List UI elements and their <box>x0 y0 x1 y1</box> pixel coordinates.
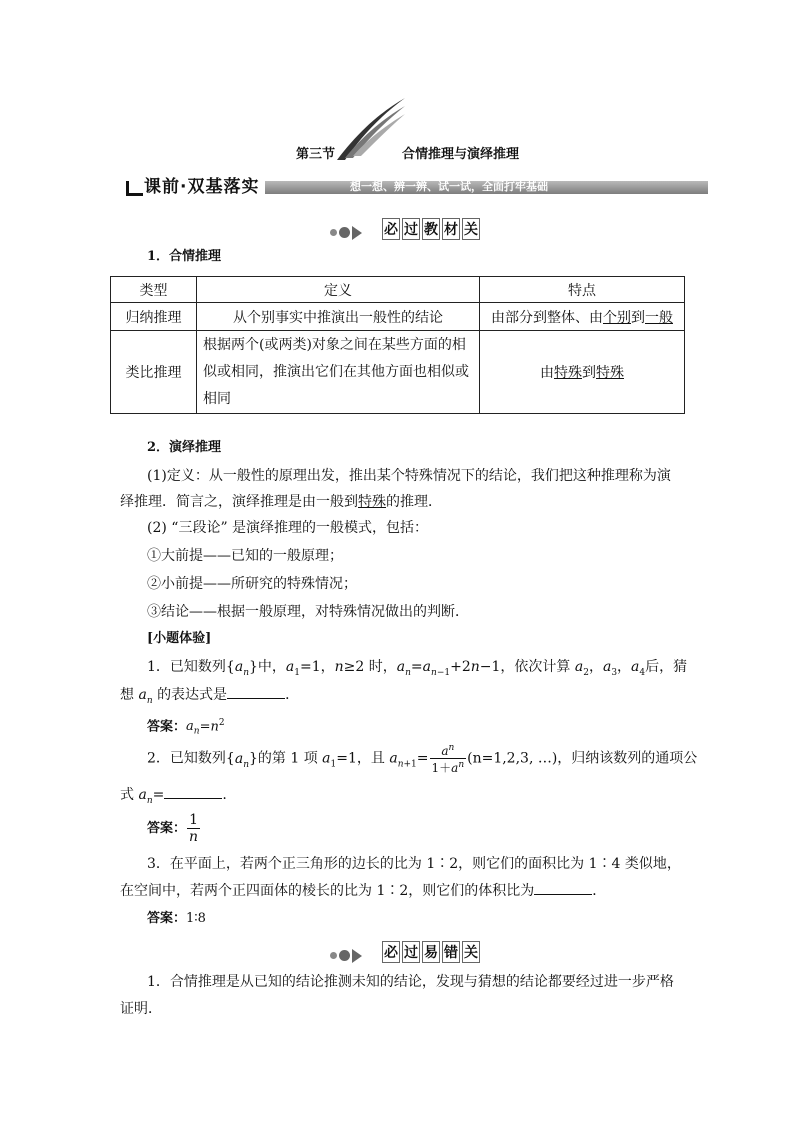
table-row <box>111 331 685 414</box>
table-header: 特点 <box>480 277 685 303</box>
reasoning-table <box>110 276 685 414</box>
question-1-line2: 想 $a_n$ 的表达式是 ． <box>120 682 299 714</box>
question-3-line2: 在空间中，若两个正四面体的棱长的比为 1∶2，则它们的体积比为 ． <box>120 878 606 904</box>
paragraph-definition-line1: (1)定义：从一般性的原理出发，推出某个特殊情况下的结论，我们把这种推理称为演 <box>147 468 671 484</box>
error-paragraph-line2: 证明． <box>120 1001 162 1017</box>
heading-1: 1．合情推理 <box>147 249 222 264</box>
error-paragraph-line1: 1．合情推理是从已知的结论推测未知的结论，发现与猜想的结论都要经过进一步严格 <box>147 974 674 990</box>
table-cell: 根据两个(或两类)对象之间在某些方面的相 似或相同，推演出它们在其他方面也相似或 相同 <box>197 331 480 414</box>
list-item: ②小前提——所研究的特殊情况； <box>147 576 357 592</box>
answer-blank <box>534 880 592 895</box>
table-cell: 从个别事实中推演出一般性的结论 <box>197 303 480 331</box>
answer-blank <box>164 784 222 799</box>
section-title: 合情推理与演绎推理 <box>402 147 520 162</box>
table-row <box>111 303 685 331</box>
question-2-line1: 2．已知数列$\{a_n\}$的第 1 项 $a_1=1$，且 $a_{n+1}=$ $\frac{a^n}{1+a^n}$ (n=1,2,3, …)，归纳该数列的通项公 <box>147 743 698 775</box>
subheader-errors <box>330 941 530 961</box>
answer-1: 答案：$a_n=n^2$ <box>147 718 225 737</box>
list-item: ①大前提——已知的一般原理； <box>147 548 343 564</box>
answer-3: 答案：1∶8 <box>147 911 206 926</box>
table-cell: 类比推理 <box>111 331 197 414</box>
lesson-banner <box>120 175 708 199</box>
subheader-errors-text: 必 过 易 错 关 <box>382 941 482 963</box>
table-header: 定义 <box>197 277 480 303</box>
list-item: ③结论——根据一般原理，对特殊情况做出的判断． <box>147 604 469 620</box>
question-1-line1: 1．已知数列$\{a_n\}$中，$a_1=1$，n≥2 时，$a_n=a_{n-1}+2n-1$，依次计算 $a_2$，$a_3$，$a_4$后，猜 <box>147 659 688 678</box>
fraction: $\frac{a^n}{1+a^n}$ <box>431 743 465 775</box>
paragraph-syllogism: (2) “三段论” 是演绎推理的一般模式，包括： <box>147 520 429 536</box>
subheader-textbook <box>330 218 530 238</box>
question-3-line1: 3．在平面上，若两个正三角形的边长的比为 1∶2，则它们的面积比为 1∶4 类似地， <box>147 856 681 872</box>
table-cell: 归纳推理 <box>111 303 197 331</box>
banner-title-text: 课前·双基落实 <box>144 177 260 197</box>
banner-hook-icon <box>126 181 143 196</box>
table-cell: 由特殊到特殊 <box>480 331 685 414</box>
question-2-line2: 式 $a_n=$ . <box>120 782 227 814</box>
banner-title <box>120 175 265 199</box>
answer-2: 答案： $\frac{1}{n}$ <box>147 812 199 845</box>
practice-heading: [小题体验] <box>147 631 212 646</box>
table-header: 类型 <box>111 277 197 303</box>
heading-2: 2．演绎推理 <box>147 440 222 455</box>
section-number: 第三节 <box>296 147 336 162</box>
bullet-dots-icon <box>330 945 362 964</box>
table-header-row <box>111 277 685 303</box>
fraction: $\frac{1}{n}$ <box>189 812 199 845</box>
swoosh-logo-icon <box>335 96 407 162</box>
bullet-dots-icon <box>330 222 362 241</box>
paragraph-definition-line2: 绎推理．简言之，演绎推理是由一般到特殊的推理． <box>120 494 442 510</box>
banner-subtitle: 想一想、辨一辨、试一试，全面打牢基础 <box>350 180 548 193</box>
subheader-textbook-text: 必 过 教 材 关 <box>382 218 482 240</box>
answer-blank <box>227 684 285 699</box>
table-cell: 由部分到整体、由个别到一般 <box>480 303 685 331</box>
